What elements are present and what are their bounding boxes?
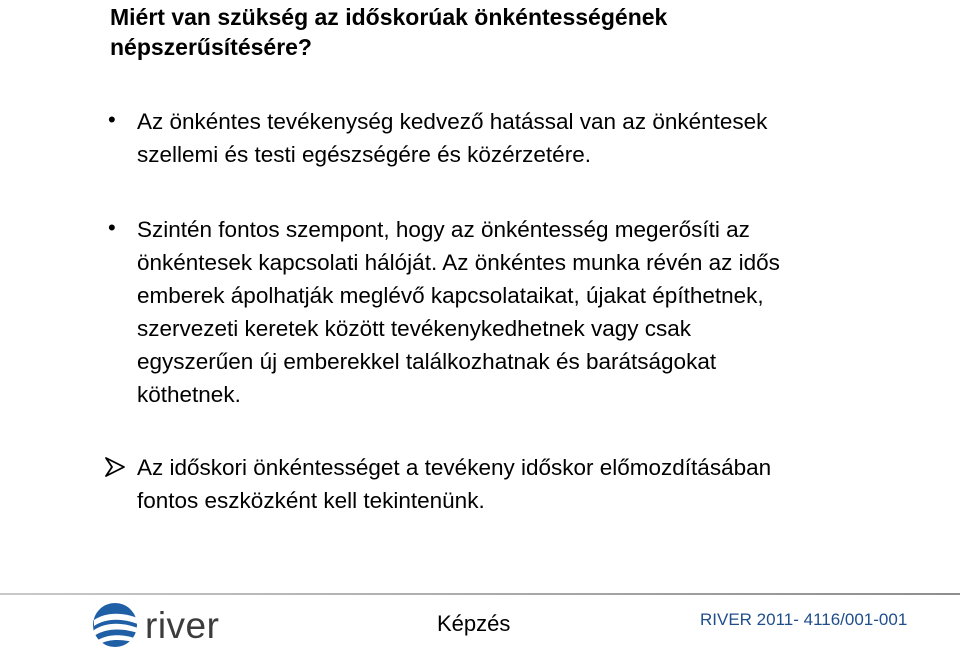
bullet-2-line-3: emberek ápolhatják meglévő kapcsolataikat, újakat építhetnek,: [137, 283, 764, 308]
bullet-2-line-2: önkéntesek kapcsolati hálóját. Az önkéntes munka révén az idős: [137, 250, 780, 275]
bullet-2-line-6: köthetnek.: [137, 382, 241, 407]
bullet-3-line-1: Az időskori önkéntességet a tevékeny időskor előmozdításában: [137, 455, 772, 480]
bullet-2-line-4: szervezeti keretek között tevékenykedhetnek vagy csak: [137, 316, 692, 341]
footer-divider: [0, 593, 960, 595]
bullet-2-line-1: Szintén fontos szempont, hogy az önkéntesség megerősíti az: [137, 217, 750, 242]
arrow-bullet-icon: [104, 456, 126, 478]
bullet-marker-2: •: [108, 215, 116, 240]
bullet-1-line-1: Az önkéntes tevékenység kedvező hatással van az önkéntesek: [137, 109, 768, 134]
footer-label: Képzés: [437, 611, 511, 636]
logo-wordmark: river: [145, 605, 220, 646]
bullet-marker-1: •: [108, 107, 116, 132]
footer-project-code: RIVER 2011- 4116/001-001: [700, 610, 908, 629]
slide-title-line-1: Miért van szükség az időskorúak önkéntességének: [110, 4, 668, 30]
bullet-3-line-2: fontos eszközként kell tekintenünk.: [137, 488, 485, 513]
bullet-text-2: [137, 213, 937, 411]
slide-title: [110, 2, 930, 62]
bullet-2-line-5: egyszerűen új emberekkel találkozhatnak és barátságokat: [137, 349, 717, 374]
slide-title-line-2: népszerűsítésére?: [110, 34, 312, 60]
bullet-1-line-2: szellemi és testi egészségére és közérzetére.: [137, 142, 591, 167]
bullet-text-3: [137, 451, 937, 517]
bullet-text-1: [137, 105, 937, 171]
